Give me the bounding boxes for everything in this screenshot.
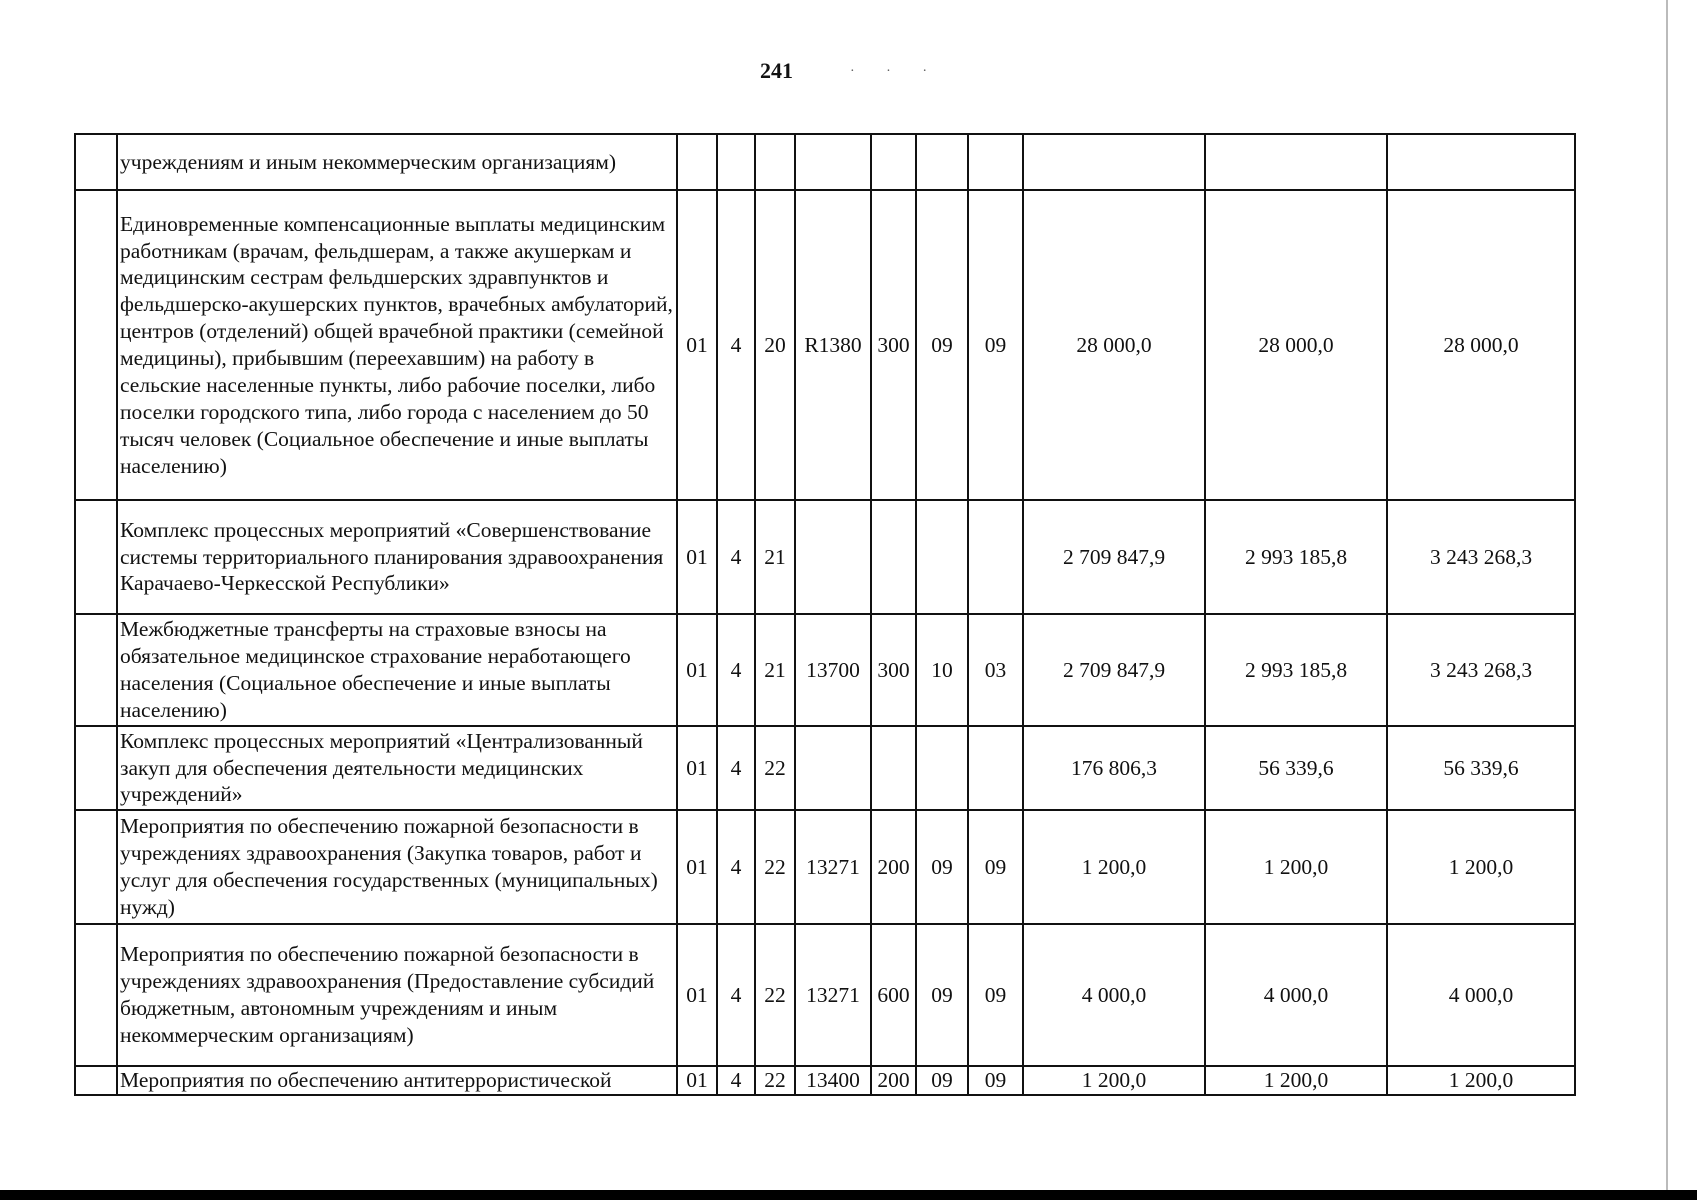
row-marker-cell [75, 726, 117, 810]
code-cell: R1380 [795, 190, 871, 500]
code-cell [795, 726, 871, 810]
code-cell: 300 [871, 614, 916, 726]
amount-cell: 2 709 847,9 [1023, 500, 1205, 614]
code-cell [795, 500, 871, 614]
code-cell: 200 [871, 1066, 916, 1095]
item-name-cell: Межбюджетные трансферты на страховые взносы на обязательное медицинское страхование неработающего населения (Социальное обеспечение и иные выплаты населению) [117, 614, 677, 726]
code-cell: 21 [755, 614, 795, 726]
item-name-cell: Мероприятия по обеспечению пожарной безопасности в учреждениях здравоохранения (Предоставление субсидий бюджетным, автономным учреждениям и иным некоммерческим организациям) [117, 924, 677, 1066]
amount-cell: 1 200,0 [1023, 810, 1205, 924]
code-cell: 09 [916, 924, 968, 1066]
code-cell: 01 [677, 614, 717, 726]
code-cell: 09 [968, 924, 1023, 1066]
budget-table [74, 133, 1576, 1096]
row-marker-cell [75, 924, 117, 1066]
amount-cell: 28 000,0 [1387, 190, 1575, 500]
code-cell: 4 [717, 500, 755, 614]
amount-cell: 1 200,0 [1023, 1066, 1205, 1095]
item-name-cell: Комплекс процессных мероприятий «Совершенствование системы территориального планирования здравоохранения Карачаево-Черкесской Республики» [117, 500, 677, 614]
item-name-cell: Мероприятия по обеспечению пожарной безопасности в учреждениях здравоохранения (Закупка товаров, работ и услуг для обеспечения государственных (муниципальных) нужд) [117, 810, 677, 924]
code-cell: 09 [916, 810, 968, 924]
code-cell: 20 [755, 190, 795, 500]
row-marker-cell [75, 190, 117, 500]
code-cell [717, 134, 755, 190]
code-cell [795, 134, 871, 190]
item-name-cell: Комплекс процессных мероприятий «Централизованный закуп для обеспечения деятельности медицинских учреждений» [117, 726, 677, 810]
page-number: 241 [760, 58, 793, 83]
code-cell [871, 726, 916, 810]
code-cell: 01 [677, 810, 717, 924]
item-name-cell: учреждениям и иным некоммерческим организациям) [117, 134, 677, 190]
code-cell [916, 134, 968, 190]
code-cell [677, 134, 717, 190]
code-cell: 01 [677, 1066, 717, 1095]
code-cell [968, 500, 1023, 614]
amount-cell [1205, 134, 1387, 190]
amount-cell: 1 200,0 [1387, 1066, 1575, 1095]
amount-cell: 1 200,0 [1205, 1066, 1387, 1095]
code-cell: 22 [755, 810, 795, 924]
row-marker-cell [75, 810, 117, 924]
code-cell: 09 [968, 810, 1023, 924]
amount-cell: 2 993 185,8 [1205, 500, 1387, 614]
code-cell: 13400 [795, 1066, 871, 1095]
amount-cell: 176 806,3 [1023, 726, 1205, 810]
code-cell [916, 726, 968, 810]
amount-cell: 3 243 268,3 [1387, 614, 1575, 726]
code-cell: 4 [717, 190, 755, 500]
code-cell: 09 [968, 190, 1023, 500]
table-row [75, 924, 1575, 1066]
code-cell: 4 [717, 924, 755, 1066]
amount-cell: 56 339,6 [1387, 726, 1575, 810]
scan-dots: · · · [850, 64, 941, 79]
code-cell: 600 [871, 924, 916, 1066]
amount-cell: 28 000,0 [1205, 190, 1387, 500]
code-cell: 300 [871, 190, 916, 500]
amount-cell: 56 339,6 [1205, 726, 1387, 810]
code-cell: 10 [916, 614, 968, 726]
table-row [75, 190, 1575, 500]
amount-cell: 2 993 185,8 [1205, 614, 1387, 726]
code-cell [871, 500, 916, 614]
amount-cell: 2 709 847,9 [1023, 614, 1205, 726]
code-cell [755, 134, 795, 190]
code-cell: 21 [755, 500, 795, 614]
code-cell: 01 [677, 190, 717, 500]
amount-cell: 3 243 268,3 [1387, 500, 1575, 614]
amount-cell [1387, 134, 1575, 190]
code-cell [968, 134, 1023, 190]
row-marker-cell [75, 614, 117, 726]
code-cell: 4 [717, 614, 755, 726]
row-marker-cell [75, 1066, 117, 1095]
code-cell: 09 [916, 1066, 968, 1095]
scan-edge [1666, 0, 1668, 1190]
code-cell: 09 [968, 1066, 1023, 1095]
table-row [75, 614, 1575, 726]
table-row [75, 726, 1575, 810]
amount-cell [1023, 134, 1205, 190]
amount-cell: 28 000,0 [1023, 190, 1205, 500]
code-cell: 4 [717, 1066, 755, 1095]
table-row [75, 1066, 1575, 1095]
code-cell: 13700 [795, 614, 871, 726]
item-name-cell: Мероприятия по обеспечению антитеррористической [117, 1066, 677, 1095]
code-cell [871, 134, 916, 190]
amount-cell: 4 000,0 [1023, 924, 1205, 1066]
table-row [75, 500, 1575, 614]
code-cell: 09 [916, 190, 968, 500]
code-cell: 01 [677, 500, 717, 614]
table-row [75, 134, 1575, 190]
row-marker-cell [75, 500, 117, 614]
amount-cell: 4 000,0 [1205, 924, 1387, 1066]
code-cell: 01 [677, 924, 717, 1066]
item-name-cell: Единовременные компенсационные выплаты медицинским работникам (врачам, фельдшерам, а также акушеркам и медицинским сестрам фельдшерских здравпунктов и фельдшерско-акушерских пунктов, врачебных амбулаторий, центров (отделений) общей врачебной практики (семейной медицины), прибывшим (переехавшим) на работу в сельские населенные пункты, либо рабочие поселки, либо поселки городского типа, либо города с населением до 50 тысяч человек (Социальное обеспечение и иные выплаты населению) [117, 190, 677, 500]
amount-cell: 1 200,0 [1205, 810, 1387, 924]
code-cell: 13271 [795, 924, 871, 1066]
code-cell: 13271 [795, 810, 871, 924]
code-cell [916, 500, 968, 614]
amount-cell: 1 200,0 [1387, 810, 1575, 924]
table-row [75, 810, 1575, 924]
amount-cell: 4 000,0 [1387, 924, 1575, 1066]
code-cell: 01 [677, 726, 717, 810]
code-cell: 22 [755, 1066, 795, 1095]
code-cell: 4 [717, 810, 755, 924]
code-cell: 03 [968, 614, 1023, 726]
code-cell: 22 [755, 726, 795, 810]
code-cell: 22 [755, 924, 795, 1066]
code-cell [968, 726, 1023, 810]
row-marker-cell [75, 134, 117, 190]
scan-bottom-border [0, 1190, 1697, 1200]
code-cell: 4 [717, 726, 755, 810]
code-cell: 200 [871, 810, 916, 924]
